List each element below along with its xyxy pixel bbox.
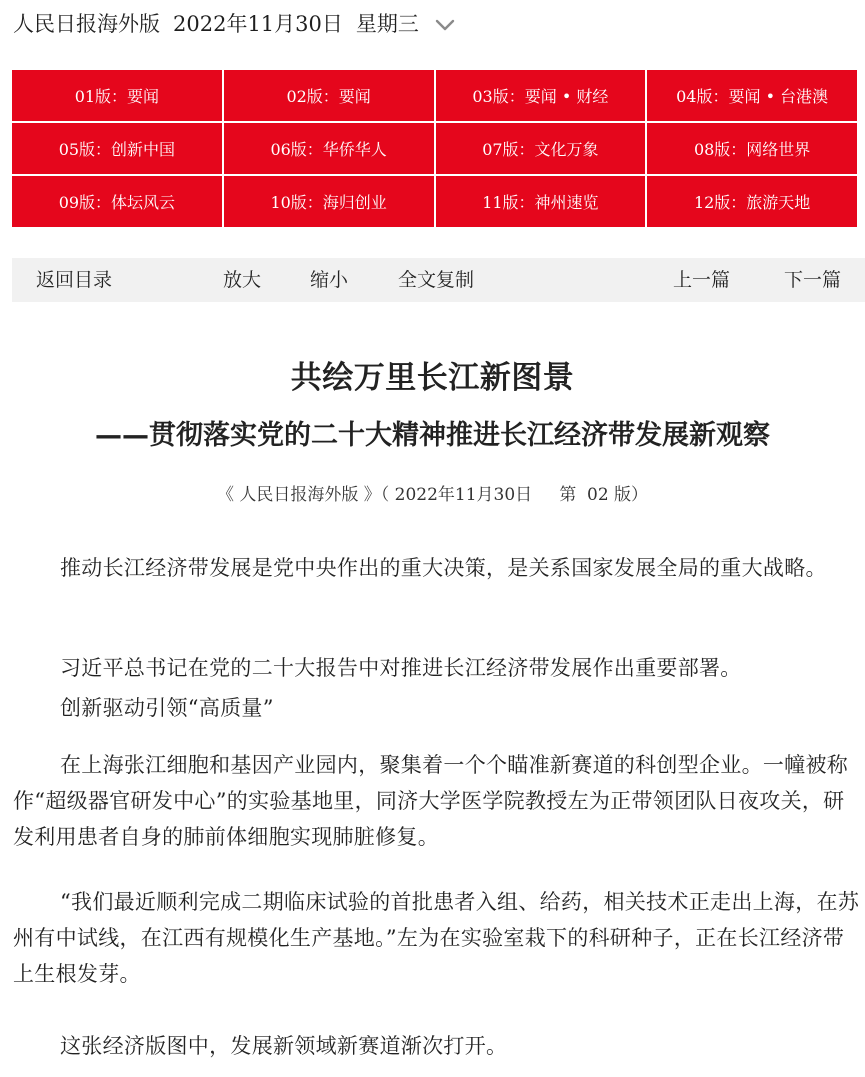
zoom-out-button[interactable]: 缩小: [310, 269, 349, 291]
edition-date: 2022年11月30日: [173, 12, 343, 36]
article-subtitle: ——贯彻落实党的二十大精神推进长江经济带发展新观察: [95, 420, 770, 451]
section-link-06[interactable]: 06版：华侨华人: [224, 123, 434, 174]
section-link-04[interactable]: 04版：要闻 • 台港澳: [647, 70, 857, 121]
article-source-line: 《 人民日报海外版 》（ 2022年11月30日 第 02 版）: [216, 485, 649, 505]
section-link-09[interactable]: 09版：体坛风云: [12, 176, 222, 227]
article-paragraph: 在上海张江细胞和基因产业园内，聚集着一个个瞄准新赛道的科创型企业。一幢被称作“超级器官研发中心”的实验基地里，同济大学医学院教授左为正带领团队日夜攻关，研发利用患者自身的肺前体细胞实现肺脏修复。: [13, 753, 849, 849]
copy-full-text-button[interactable]: 全文复制: [398, 269, 475, 291]
section-grid: [12, 70, 857, 227]
back-to-index-button[interactable]: 返回目录: [36, 269, 113, 291]
section-link-01[interactable]: 01版：要闻: [12, 70, 222, 121]
section-link-11[interactable]: 11版：神州速览: [436, 176, 646, 227]
article-title: 共绘万里长江新图景: [290, 360, 575, 396]
section-link-10[interactable]: 10版：海归创业: [224, 176, 434, 227]
paper-name: 人民日报海外版: [13, 12, 160, 36]
article-paragraph: 这张经济版图中，发展新领域新赛道渐次打开。: [60, 1034, 508, 1058]
section-link-05[interactable]: 05版：创新中国: [12, 123, 222, 174]
edition-weekday: 星期三: [355, 12, 419, 36]
article-paragraph: 推动长江经济带发展是党中央作出的重大决策，是关系国家发展全局的重大战略。: [60, 556, 827, 580]
article-paragraph: “我们最近顺利完成二期临床试验的首批患者入组、给药，相关技术正走出上海，在苏州有中试线，在江西有规模化生产基地。”左为在实验室栽下的科研种子，正在长江经济带上生根发芽。: [13, 890, 860, 986]
section-link-03[interactable]: 03版：要闻 • 财经: [436, 70, 646, 121]
zoom-in-button[interactable]: 放大: [223, 269, 262, 291]
previous-article-button[interactable]: 上一篇: [673, 269, 731, 291]
article-section-heading: 创新驱动引领“高质量”: [60, 696, 274, 720]
edition-header[interactable]: [13, 6, 457, 40]
section-link-12[interactable]: 12版：旅游天地: [647, 176, 857, 227]
section-link-07[interactable]: 07版：文化万象: [436, 123, 646, 174]
section-link-02[interactable]: 02版：要闻: [224, 70, 434, 121]
article-toolbar: [12, 258, 865, 302]
chevron-down-icon[interactable]: [433, 13, 457, 37]
article-paragraph: 习近平总书记在党的二十大报告中对推进长江经济带发展作出重要部署。: [60, 656, 742, 680]
next-article-button[interactable]: 下一篇: [784, 269, 842, 291]
section-link-08[interactable]: 08版：网络世界: [647, 123, 857, 174]
